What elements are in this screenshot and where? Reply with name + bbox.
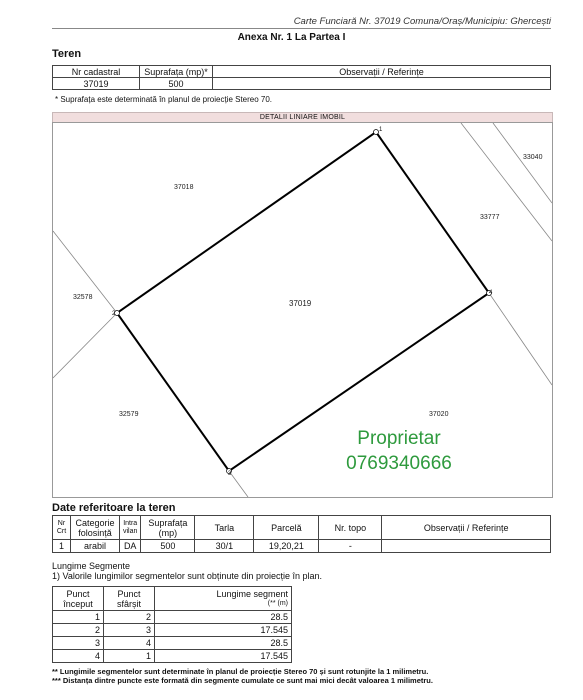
teren-cell-observatii <box>213 78 551 90</box>
segment-start: 4 <box>53 650 104 663</box>
ref-header-tarla: Tarla <box>195 516 254 540</box>
teren-header-suprafata: Suprafața (mp)* <box>140 66 213 78</box>
segment-length: 28.5 <box>155 611 292 624</box>
teren-cell-nr-cadastral: 37019 <box>53 78 140 90</box>
ref-cell-categorie: arabil <box>71 540 120 553</box>
table-row <box>53 637 292 650</box>
neighbor-32578: 32578 <box>73 294 93 301</box>
ref-cell-parcela: 19,20,21 <box>254 540 319 553</box>
teren-table <box>52 65 551 90</box>
neighbor-37020: 37020 <box>429 411 449 418</box>
boundary-line-e <box>489 293 552 385</box>
ref-cell-nrtopo: - <box>319 540 382 553</box>
vertex-label-3: 3 <box>228 471 232 477</box>
segment-start: 2 <box>53 624 104 637</box>
segment-end: 2 <box>104 611 155 624</box>
ref-cell-obs <box>382 540 551 553</box>
segments-note-1: ** Lungimile segmentelor sunt determinate în planul de proiecție Stereo 70 și sunt rotunjite la 1 milimetru. <box>52 667 429 676</box>
segments-header-end: Punct sfârșit <box>104 587 155 611</box>
segment-length: 17.545 <box>155 650 292 663</box>
neighbor-37018: 37018 <box>174 184 194 191</box>
ref-header-obs: Observații / Referințe <box>382 516 551 540</box>
table-row <box>53 611 292 624</box>
ref-cell-tarla: 30/1 <box>195 540 254 553</box>
segments-header-len-label: Lungime segment <box>216 588 288 599</box>
segments-title: Lungime Segmente <box>52 561 131 571</box>
document-header: Carte Funciară Nr. 37019 Comuna/Oraș/Municipiu: Ghercești <box>293 16 551 27</box>
teren-cell-suprafata: 500 <box>140 78 213 90</box>
segment-length: 28.5 <box>155 637 292 650</box>
parcel-label: 37019 <box>289 299 312 308</box>
ref-header-nr: Nr Crt <box>53 516 71 540</box>
boundary-line-ne2 <box>493 123 552 203</box>
segment-start: 1 <box>53 611 104 624</box>
owner-watermark-phone: 0769340666 <box>346 453 452 474</box>
vertex-marker-1 <box>374 130 379 135</box>
segments-table <box>52 586 292 663</box>
table-row <box>53 624 292 637</box>
owner-watermark <box>316 426 482 476</box>
vertex-label-1: 1 <box>379 127 383 133</box>
boundary-line-s <box>229 471 248 497</box>
neighbor-32579: 32579 <box>119 411 139 418</box>
anexa-title: Anexa Nr. 1 La Partea I <box>237 32 346 43</box>
segment-end: 4 <box>104 637 155 650</box>
neighbor-33777: 33777 <box>480 214 500 221</box>
teren-header-observatii: Observații / Referințe <box>213 66 551 78</box>
segments-subtitle: 1) Valorile lungimilor segmentelor sunt obținute din proiecție în plan. <box>52 571 322 581</box>
ref-cell-nr: 1 <box>53 540 71 553</box>
neighbor-33040: 33040 <box>523 154 543 161</box>
ref-table <box>52 515 551 553</box>
segments-note-2: *** Distanța dintre puncte este formată din segmente cumulate ce sunt mai mici decât valoarea 1 milimetru. <box>52 676 433 685</box>
segment-length: 17.545 <box>155 624 292 637</box>
header-divider <box>52 28 551 29</box>
segment-end: 3 <box>104 624 155 637</box>
teren-footnote: * Suprafața este determinată în planul de proiecție Stereo 70. <box>55 95 273 104</box>
ref-header-nrtopo: Nr. topo <box>319 516 382 540</box>
segments-header-len <box>155 587 292 611</box>
teren-header-nr-cadastral: Nr cadastral <box>53 66 140 78</box>
owner-watermark-label: Proprietar <box>357 428 441 449</box>
ref-header-intra: Intra vilan <box>120 516 141 540</box>
vertex-label-2: 2 <box>112 311 116 317</box>
ref-cell-intra: DA <box>120 540 141 553</box>
ref-header-suprafata: Suprafața (mp) <box>141 516 195 540</box>
ref-header-categorie: Categorie folosință <box>71 516 120 540</box>
ref-cell-suprafata: 500 <box>141 540 195 553</box>
table-row <box>53 650 292 663</box>
segment-end: 1 <box>104 650 155 663</box>
detalii-bar: DETALII LINIARE IMOBIL <box>52 112 553 123</box>
boundary-line-w2 <box>53 313 117 378</box>
vertex-label-4: 4 <box>489 290 493 296</box>
ref-title: Date referitoare la teren <box>52 502 176 514</box>
segments-header-start: Punct început <box>53 587 104 611</box>
ref-header-parcela: Parcelă <box>254 516 319 540</box>
segments-header-len-unit: (** (m) <box>267 599 288 607</box>
teren-title: Teren <box>52 48 82 60</box>
segment-start: 3 <box>53 637 104 650</box>
